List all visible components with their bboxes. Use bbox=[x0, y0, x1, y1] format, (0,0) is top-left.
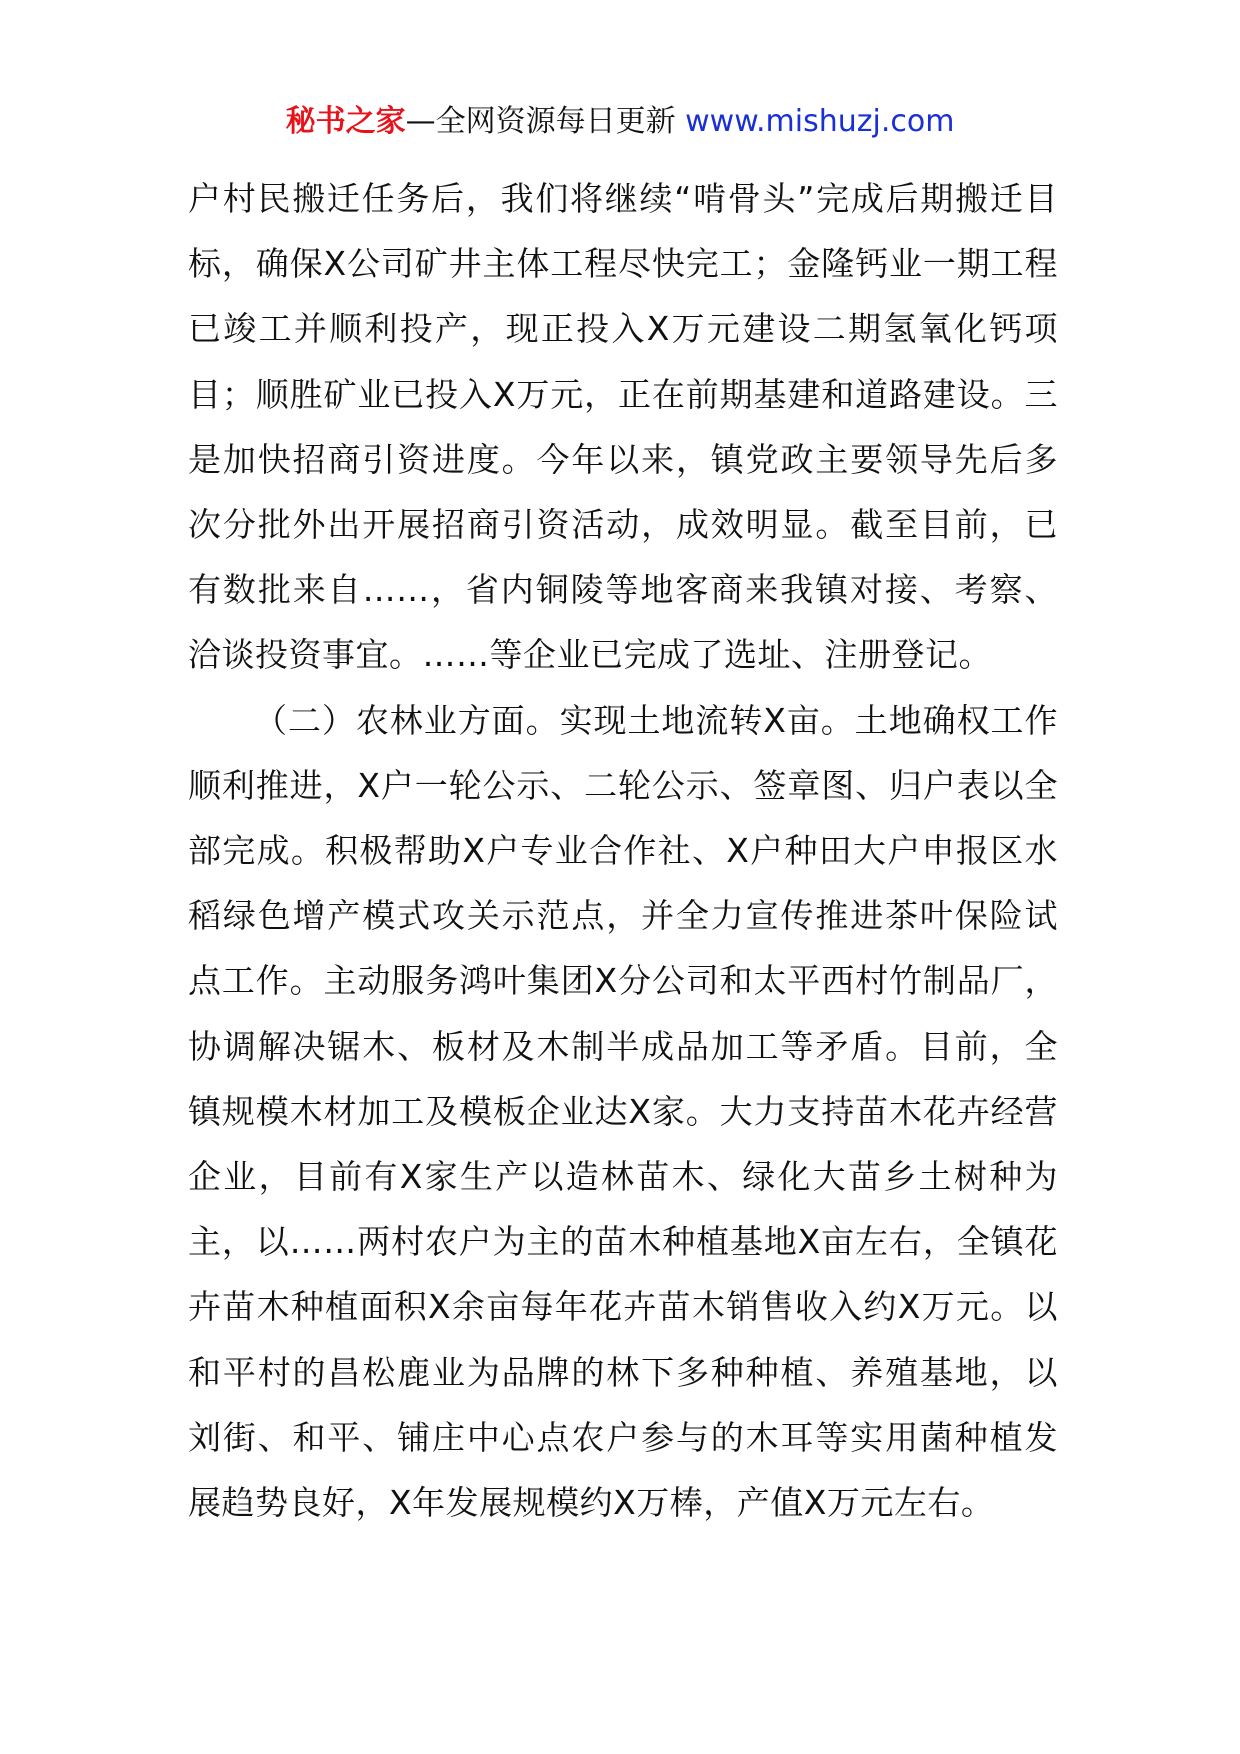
paragraph-continuation: 户村民搬迁任务后，我们将继续“啃骨头”完成后期搬迁目标，确保X公司矿井主体工程尽快完工；金隆钙业一期工程已竣工并顺利投产，现正投入X万元建设二期氢氧化钙项目；顺胜矿业已投入X万元，正在前期基建和道路建设。三是加快招商引资进度。今年以来，镇党政主要领导先后多次分批外出开展招商引资活动，成效明显。截至目前，已有数批来自……，省内铜陵等地客商来我镇对接、考察、洽谈投资事宜。……等企业已完成了选址、注册登记。 bbox=[188, 179, 1058, 675]
paragraph-agriculture-forestry: （二）农林业方面。实现土地流转X亩。土地确权工作顺利推进，X户一轮公示、二轮公示、签章图、归户表以全部完成。积极帮助X户专业合作社、X户种田大户申报区水稻绿色增产模式攻关示范点，并全力宣传推进茶叶保险试点工作。主动服务鸿叶集团X分公司和太平西村竹制品厂，协调解决锯木、板材及木制半成品加工等矛盾。目前，全镇规模木材加工及模板企业达X家。大力支持苗木花卉经营企业，目前有X家生产以造林苗木、绿化大苗乡土树种为主，以……两村农户为主的苗木种植基地X亩左右，全镇花卉苗木种植面积X余亩每年花卉苗木销售收入约X万元。以和平村的昌松鹿业为品牌的林下多种种植、养殖基地，以刘街、和平、铺庄中心点农户参与的木耳等实用菌种植发展趋势良好，X年发展规模约X万棒，产值X万元左右。 bbox=[188, 700, 1058, 1523]
website-link[interactable]: www.mishuzj.com bbox=[685, 104, 955, 139]
brand-name: 秘书之家 bbox=[285, 104, 406, 139]
watermark-header bbox=[0, 100, 1240, 144]
header-slogan: —全网资源每日更新 bbox=[405, 104, 676, 139]
document-body bbox=[188, 166, 1058, 1535]
